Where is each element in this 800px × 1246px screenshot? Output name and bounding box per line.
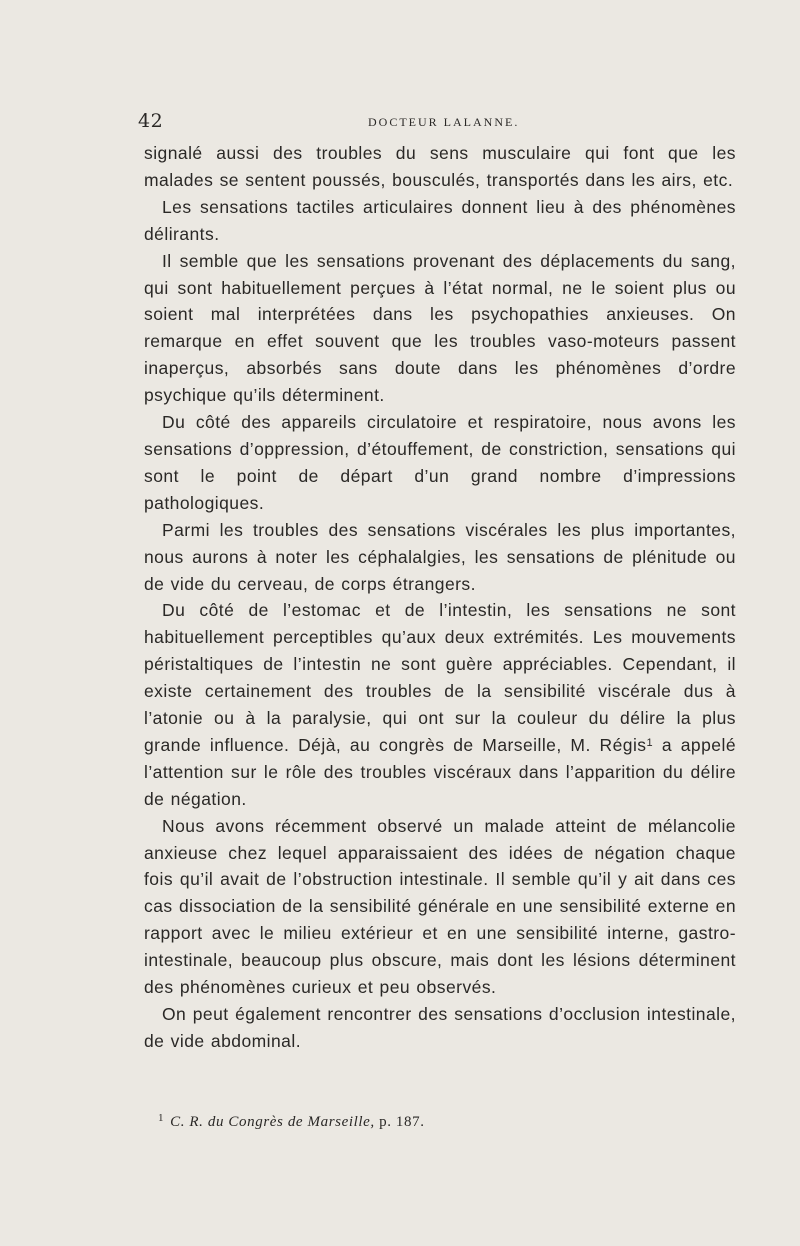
paragraph-text-after-ref: a appelé l’attention sur le rôle des troubles viscéraux dans l’apparition du délire de négation. <box>144 734 736 809</box>
footnote-reference: 1 <box>646 736 654 749</box>
paragraph-visceral: Parmi les troubles des sensations viscérales les plus importantes, nous aurons à noter les céphalalgies, les sensations de plénitude ou de vide du cerveau, de corps étrangers. <box>144 519 736 594</box>
paragraph-text-before-ref: Du côté de l’estomac et de l’intestin, les sensations ne sont habituellement perceptibles qu’aux deux extrémités. Les mouvements péristaltiques de l’intestin ne sont guère appréciables. Cependant, il existe certainement des troubles de la sensibilité viscérale dus à l’atonie ou à la paralysie, qui ont sur la couleur du délire la plus grande influence. Déjà, au congrès de Marseille, M. Régis <box>144 600 736 755</box>
page-header <box>138 110 738 134</box>
paragraph-occlusion: On peut également rencontrer des sensations d’occlusion intestinale, de vide abdominal. <box>144 1004 736 1051</box>
footnote-source: C. R. du Congrès de Marseille, <box>170 1114 375 1130</box>
paragraph-blood-sensations: Il semble que les sensations provenant des déplacements du sang, qui sont habituellement perçues à l’état normal, ne le soient plus ou soient mal interprétées dans les psychopathies anxieuses. On remarque en effet souvent que les troubles vaso-moteurs passent inaperçus, absorbés sans doute dans les phénomènes d’ordre psychique qu’ils déterminent. <box>144 250 736 406</box>
paragraph-circulatory: Du côté des appareils circulatoire et respiratoire, nous avons les sensations d’oppression, d’étouffement, de constriction, sensations qui sont le point de départ d’un grand nombre d’impressions pathologiques. <box>144 412 736 513</box>
body-text <box>144 140 736 1055</box>
footnote-page: p. 187. <box>374 1114 425 1130</box>
running-title: DOCTEUR LALANNE. <box>368 115 520 129</box>
paragraph-continued: signalé aussi des troubles du sens musculaire qui font que les malades se sentent poussés, bousculés, transportés dans les airs, etc. <box>144 143 736 190</box>
footnote-mark: 1 <box>158 1112 165 1124</box>
paragraph-stomach-intestine <box>144 597 736 812</box>
paragraph-observation: Nous avons récemment observé un malade atteint de mélancolie anxieuse chez lequel apparaissaient des idées de négation chaque fois qu’il avait de l’obstruction intestinale. Il semble qu’il y ait dans ces cas dissociation de la sensibilité générale en une sensibilité externe en rapport avec le milieu extérieur et en une sensibilité interne, gastro-intestinale, beaucoup plus obscure, mais dont les lésions déterminent des phénomènes curieux et peu observés. <box>144 815 736 998</box>
page-number: 42 <box>138 110 164 132</box>
paragraph-tactile-sensations: Les sensations tactiles articulaires donnent lieu à des phénomènes délirants. <box>144 196 736 244</box>
footnote <box>158 1112 718 1132</box>
